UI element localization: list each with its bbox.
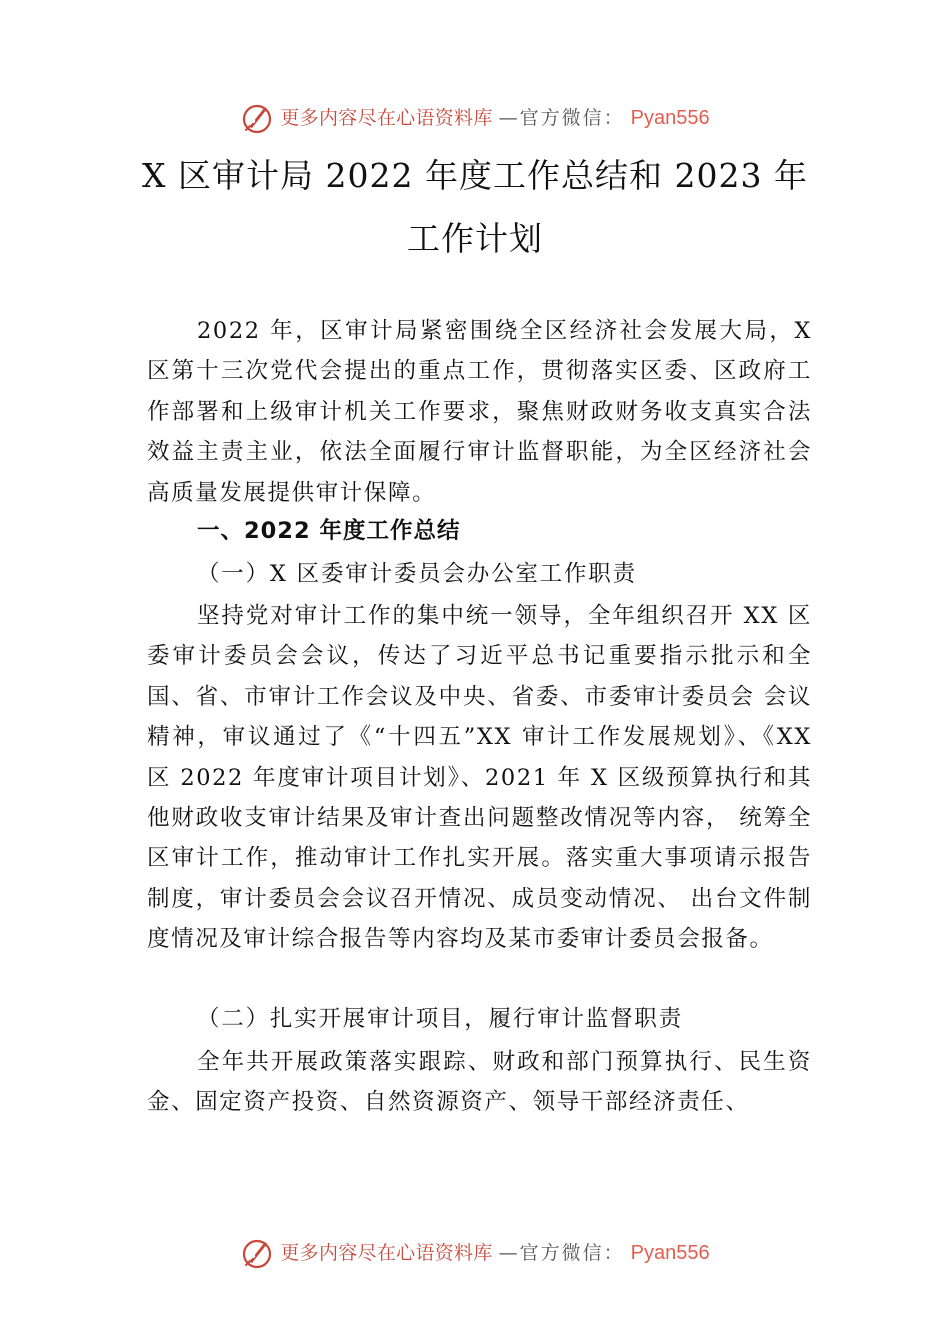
document-title-line-2: 工作计划 xyxy=(407,219,543,258)
watermark-banner-top xyxy=(0,96,950,140)
watermark-wechat-label: —官方微信： xyxy=(498,106,625,129)
subsection-heading-2: （二）扎实开展审计项目，履行审计监督职责 xyxy=(197,1006,684,1032)
watermark-slogan: 更多内容尽在心语资料库 xyxy=(280,1241,493,1264)
quill-seal-logo-icon xyxy=(240,101,274,135)
quill-seal-logo-icon xyxy=(240,1236,274,1270)
intro-paragraph: 2022 年，区审计局紧密围绕全区经济社会发展大局，X 区第十三次党代会提出的重点工作，贯彻落实区委、区政府工作部署和上级审计机关工作要求，聚焦财政财务收支真实合法效益主责主业，依法全面履行审计监督职能，为全区经济社会高质量发展提供审计保障。 xyxy=(147,318,812,506)
subsection-heading-1: （一）X 区委审计委员会办公室工作职责 xyxy=(197,561,637,587)
watermark-wechat-id: Pyan556 xyxy=(630,107,710,129)
subsection-2-paragraph: 全年共开展政策落实跟踪、财政和部门预算执行、民生资金、固定资产投资、自然资源资产、领导干部经济责任、 xyxy=(147,1049,812,1116)
watermark-slogan: 更多内容尽在心语资料库 xyxy=(280,106,493,129)
document-title-line-1: X 区审计局 2022 年度工作总结和 2023 年 xyxy=(142,156,808,195)
watermark-banner-bottom xyxy=(0,1231,950,1275)
watermark-wechat-label: —官方微信： xyxy=(498,1241,625,1264)
watermark-wechat-id: Pyan556 xyxy=(630,1242,710,1264)
subsection-1-paragraph: 坚持党对审计工作的集中统一领导，全年组织召开 XX 区委审计委员会会议，传达了习近平总书记重要指示批示和全国、省、市审计工作会议及中央、省委、市委审计委员会 会议精神，审议通过了《“十四五”XX 审计工作发展规划》、《XX 区 2022 年度审计项目计划》、2021 年 X 区级预算执行和其他财政收支审计结果及审计查出问题整改情况等内容， 统筹全区审计工作，推动审计工作扎实开展。落实重大事项请示报告制度，审计委员会会议召开情况、成员变动情况、 出台文件制度情况及审计综合报告等内容均及某市委审计委员会报备。 xyxy=(147,603,812,953)
section-heading-1: 一、2022 年度工作总结 xyxy=(197,518,461,544)
